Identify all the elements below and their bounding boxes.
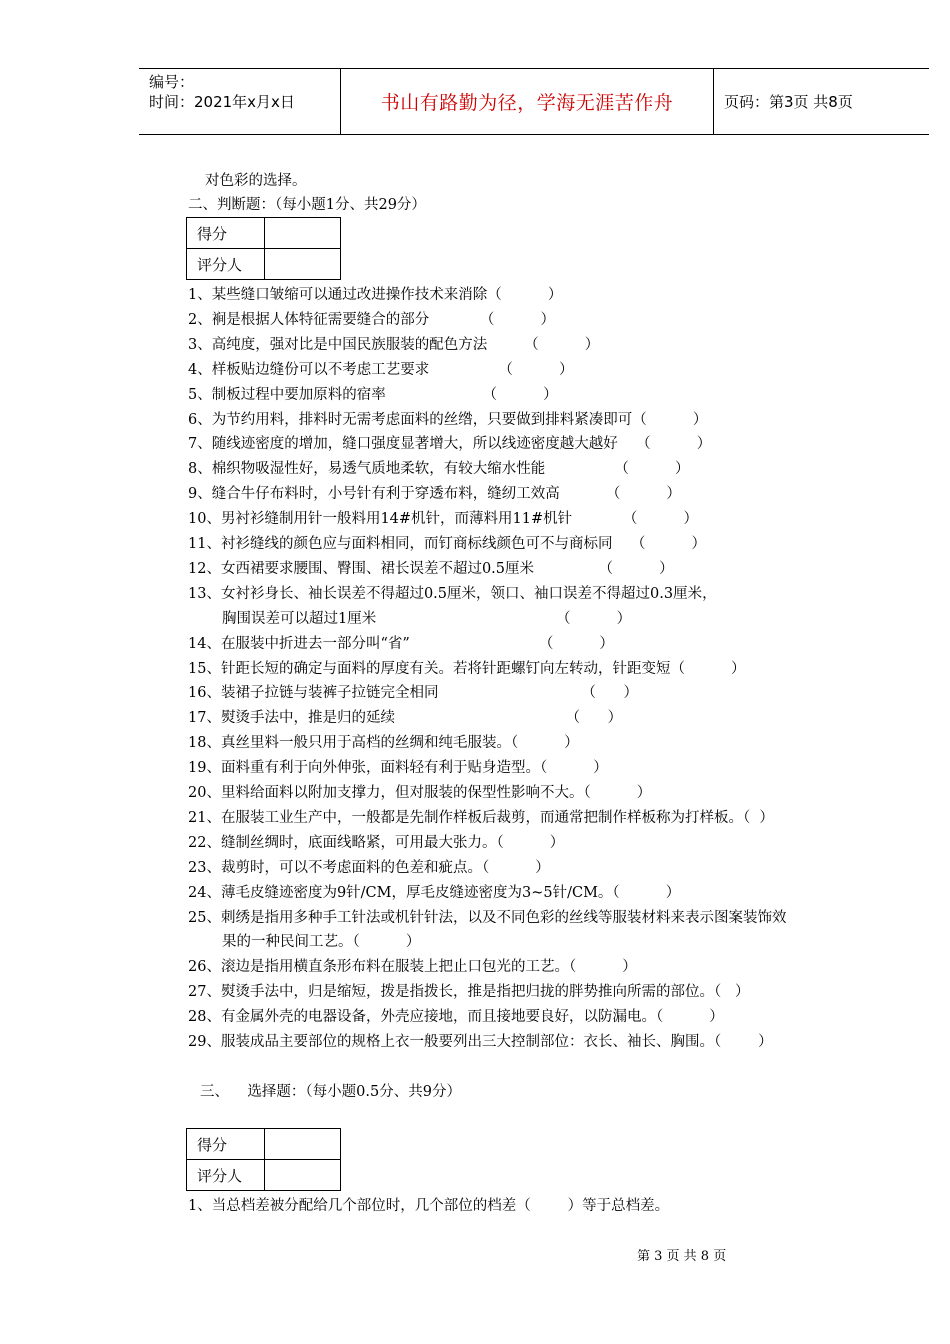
question-item: 13、女衬衫身长、袖长误差不得超过0.5厘米，领口、袖口误差不得超过0.3厘米， <box>188 586 717 602</box>
motto: 书山有路勤为径，学海无涯苦作舟 <box>380 92 674 114</box>
question-item: 19、面料重有利于向外伸张，面料轻有利于贴身造型。（ ） <box>188 760 608 776</box>
question-item: 14、在服装中折进去一部分叫“省” （ ） <box>188 636 614 652</box>
question-item: 27、熨烫手法中，归是缩短，拨是指拨长，推是指把归拢的胖势推向所需的部位。（ ） <box>188 984 750 1000</box>
question-item: 20、里料给面料以附加支撑力，但对服装的保型性影响不大。（ ） <box>188 785 652 801</box>
intro-line: 对色彩的选择。 <box>205 173 307 189</box>
score-label: 得分 <box>187 1129 265 1160</box>
question-item: 24、薄毛皮缝迹密度为9针/CM，厚毛皮缝迹密度为3~5针/CM。（ ） <box>188 885 681 901</box>
question-item: 7、随线迹密度的增加，缝口强度显著增大，所以线迹密度越大越好 （ ） <box>188 436 712 452</box>
question-item: 8、棉织物吸湿性好，易透气质地柔软，有较大缩水性能 （ ） <box>188 461 690 477</box>
page-footer: 第 3 页 共 8 页 <box>637 1249 727 1264</box>
question-item: 10、男衬衫缝制用针一般料用14#机针，而薄料用11#机针 （ ） <box>188 511 698 527</box>
grader-cell[interactable] <box>265 1160 341 1191</box>
question-item: 26、滚边是指用横直条形布料在服装上把止口包光的工艺。（ ） <box>188 959 637 975</box>
question-item: 15、针距长短的确定与面料的厚度有关。若将针距螺钉向左转动，针距变短（ ） <box>188 661 746 677</box>
question-item: 18、真丝里料一般只用于高档的丝绸和纯毛服装。（ ） <box>188 735 579 751</box>
header-motto-cell <box>341 69 714 134</box>
number-label: 编号： <box>149 73 195 91</box>
question-item: 12、女西裙要求腰围、臀围、裙长误差不超过0.5厘米 （ ） <box>188 561 674 577</box>
question-item: 2、裥是根据人体特征需要缝合的部分 （ ） <box>188 312 556 328</box>
question-item: 17、熨烫手法中，推是归的延续 （ ） <box>188 710 623 726</box>
header-page-cell <box>714 69 929 134</box>
question-item: 5、制板过程中要加原料的宿率 （ ） <box>188 387 558 403</box>
question-item: 29、服装成品主要部位的规格上衣一般要列出三大控制部位：衣长、袖长、胸围。（ ） <box>188 1034 773 1050</box>
page-info: 页码：第3页 共8页 <box>724 93 853 111</box>
question-item: 25、刺绣是指用多种手工针法或机针针法，以及不同色彩的丝线等服装材料来表示图案装饰效 <box>188 910 787 926</box>
question-item: 21、在服装工业生产中，一般都是先制作样板后裁剪，而通常把制作样板称为打样板。（ ） <box>188 810 774 826</box>
question-item: 9、缝合牛仔布料时，小号针有利于穿透布料，缝纫工效高 （ ） <box>188 486 681 502</box>
question-item: 6、为节约用料，排料时无需考虑面料的丝绺，只要做到排料紧凑即可（ ） <box>188 412 708 428</box>
header-left-cell <box>139 69 341 134</box>
grader-label: 评分人 <box>187 1160 265 1191</box>
question-item: 28、有金属外壳的电器设备，外壳应接地，而且接地要良好，以防漏电。（ ） <box>188 1009 724 1025</box>
question-item: 3、高纯度，强对比是中国民族服装的配色方法 （ ） <box>188 337 600 353</box>
grader-cell[interactable] <box>265 249 341 280</box>
section2-title: 二、判断题：（每小题1分、共29分） <box>188 197 426 213</box>
question-item: 胸围误差可以超过1厘米 （ ） <box>222 611 632 627</box>
score-label: 得分 <box>187 218 265 249</box>
question-item: 16、装裙子拉链与装裤子拉链完全相同 （ ） <box>188 685 638 701</box>
question-item: 4、样板贴边缝份可以不考虑工艺要求 （ ） <box>188 362 574 378</box>
question-item: 1、当总档差被分配给几个部位时，几个部位的档差（ ）等于总档差。 <box>188 1198 670 1214</box>
question-item: 1、某些缝口皱缩可以通过改进操作技术来消除（ ） <box>188 287 563 303</box>
question-item: 22、缝制丝绸时，底面线略紧，可用最大张力。（ ） <box>188 835 565 851</box>
question-item: 11、衬衫缝线的颜色应与面料相同，而钉商标线颜色可不与商标同 （ ） <box>188 536 706 552</box>
grader-label: 评分人 <box>187 249 265 280</box>
score-cell[interactable] <box>265 1129 341 1160</box>
question-item: 23、裁剪时，可以不考虑面料的色差和疵点。（ ） <box>188 860 550 876</box>
section3-title: 三、 选择题：（每小题0.5分、共9分） <box>200 1084 461 1100</box>
question-item: 果的一种民间工艺。（ ） <box>222 934 421 950</box>
page-header <box>139 68 929 135</box>
time-label: 时间：2021年x月x日 <box>149 93 295 111</box>
section3-score-table <box>186 1128 341 1191</box>
score-cell[interactable] <box>265 218 341 249</box>
section2-score-table <box>186 217 341 280</box>
